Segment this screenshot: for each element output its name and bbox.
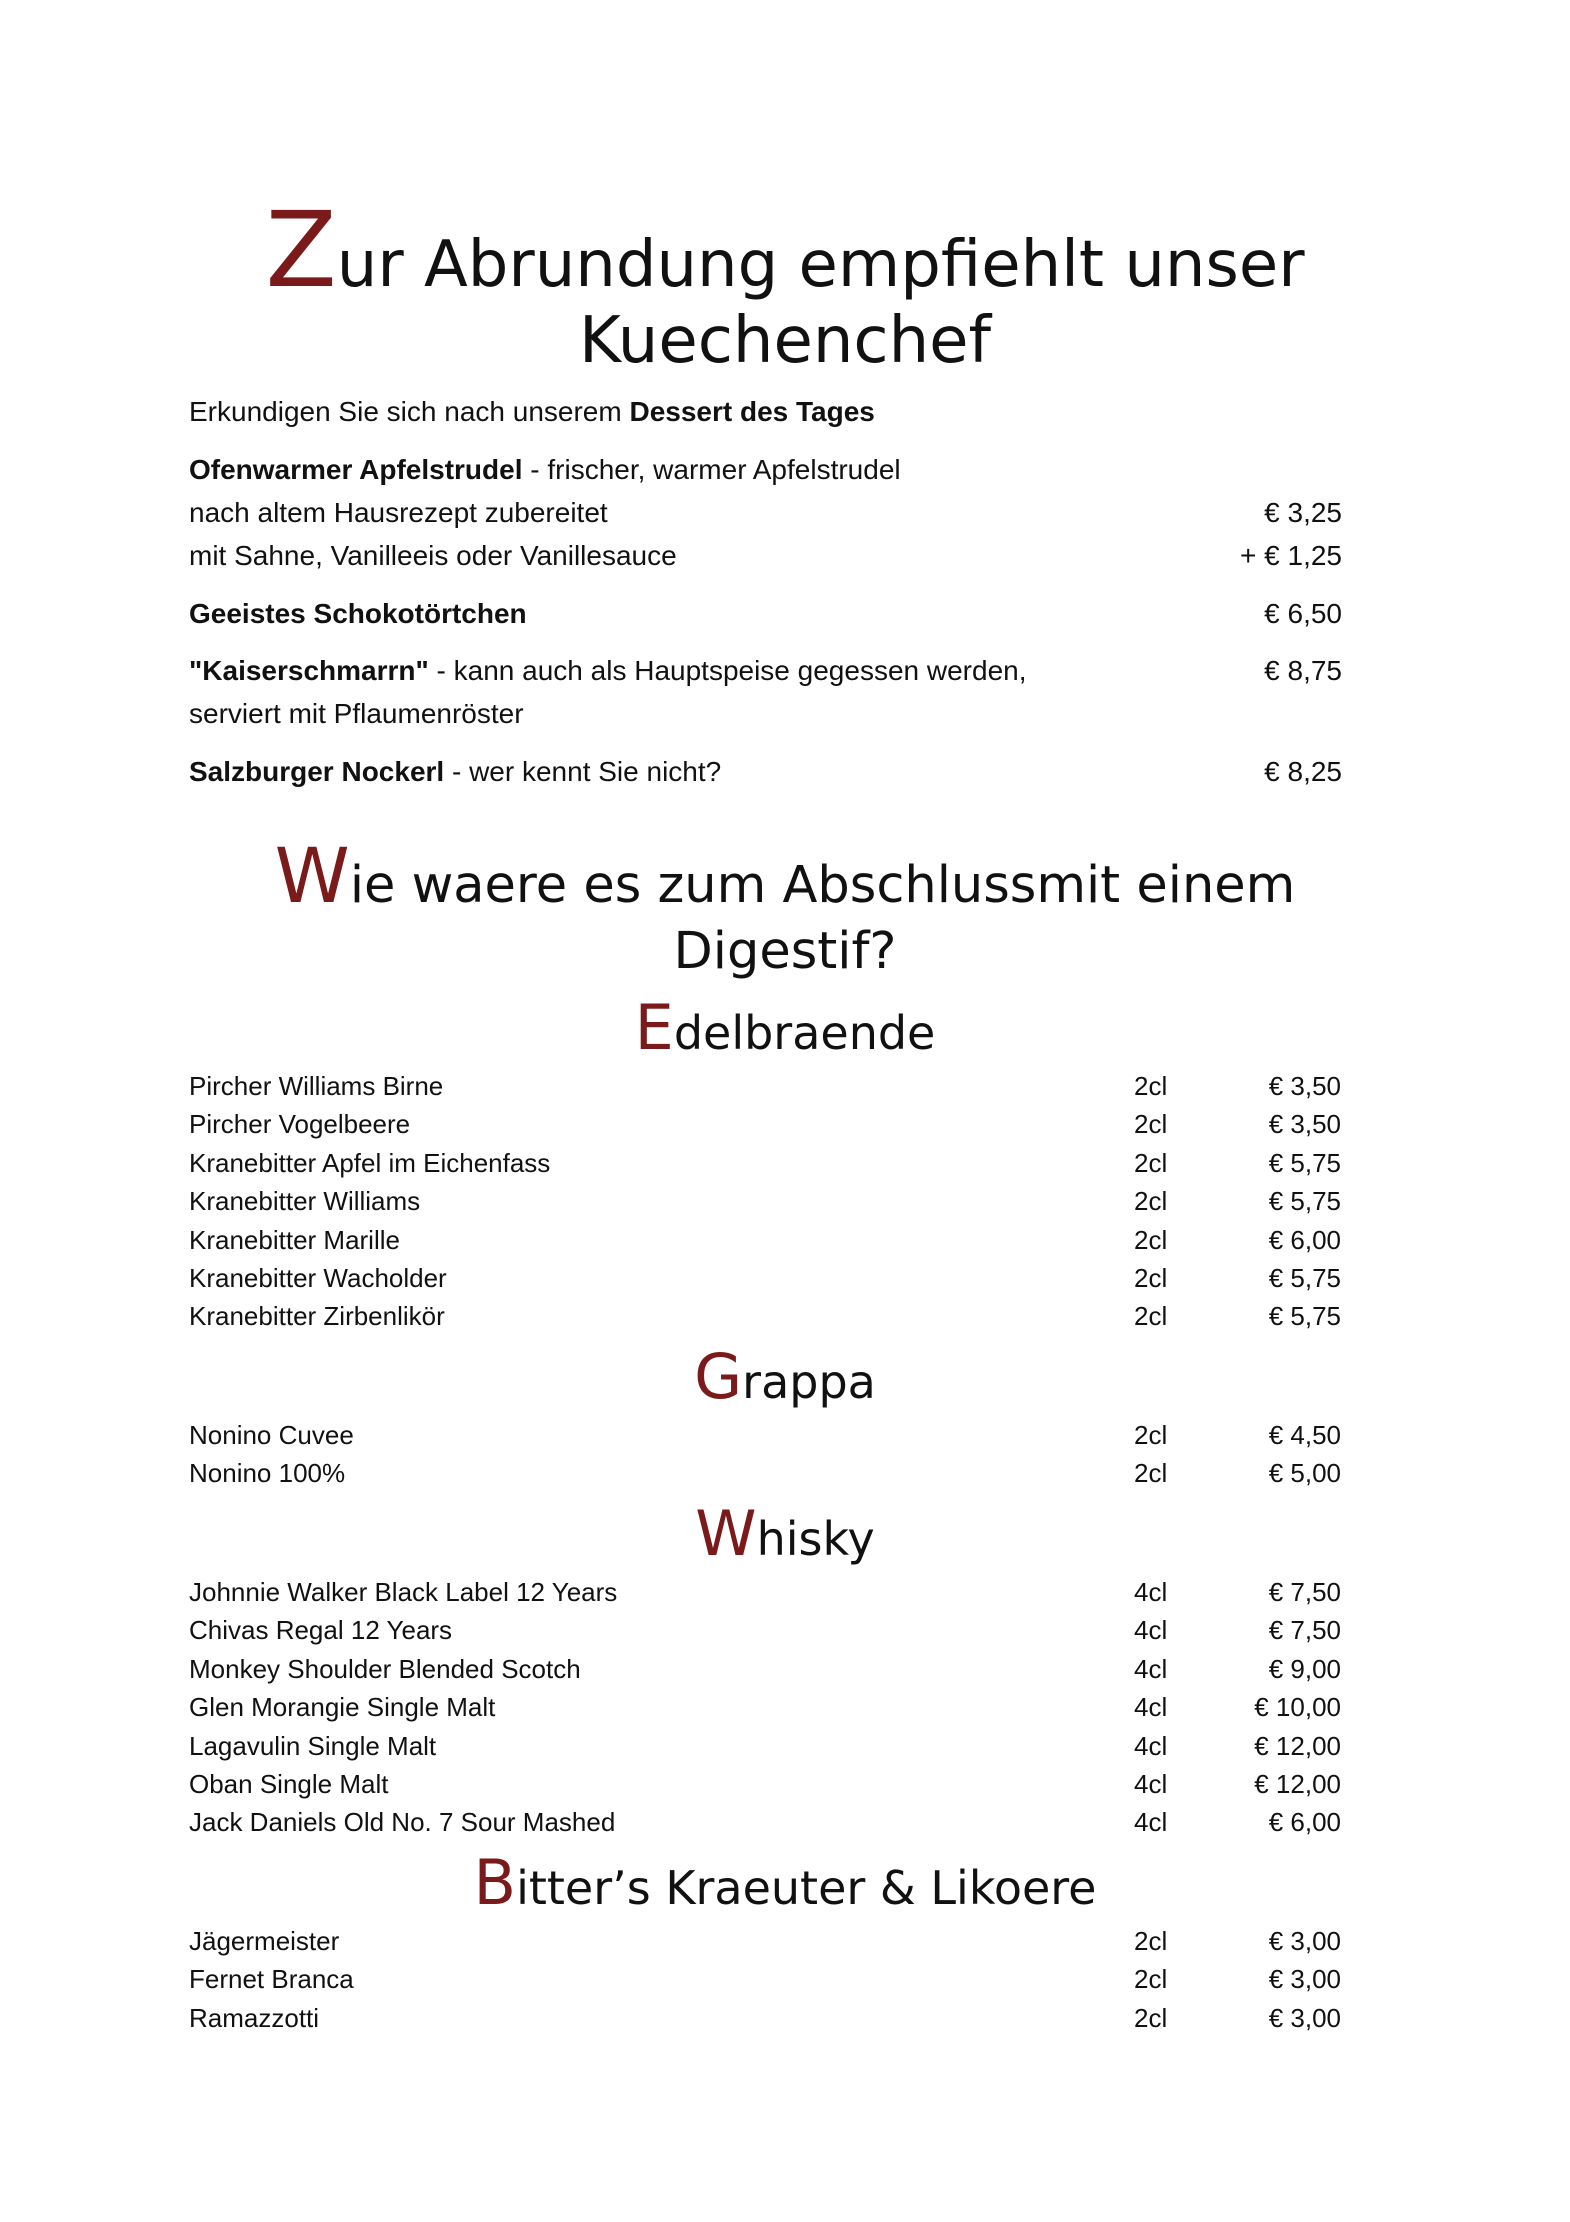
item-name: Pircher Williams Birne [189, 1071, 444, 1101]
item-size: 2cl [1134, 1301, 1168, 1332]
item-price: € 3,50 [1268, 1071, 1341, 1101]
list-item [189, 1420, 1341, 1456]
item-name: Glen Morangie Single Malt [189, 1692, 496, 1723]
intro-text [189, 396, 875, 428]
item-price: € 3,00 [1268, 1926, 1341, 1956]
list-item [189, 1109, 1341, 1145]
section-initial: B [473, 1846, 517, 1919]
item-name: Pircher Vogelbeere [189, 1109, 411, 1140]
dessert-schokotoertchen: Geeistes Schokotörtchen [189, 598, 527, 629]
list-item [189, 1807, 1341, 1843]
item-price: € 3,50 [1268, 1109, 1341, 1140]
item-size: 2cl [1134, 2002, 1168, 2033]
list-item [189, 1301, 1341, 1337]
item-size: 4cl [1134, 1730, 1168, 1761]
item-name: Monkey Shoulder Blended Scotch [189, 1653, 581, 1684]
item-name: Kranebitter Wacholder [189, 1263, 447, 1293]
item-name: Nonino Cuvee [189, 1420, 354, 1450]
item-name: Kranebitter Williams [189, 1186, 421, 1217]
item-name: Nonino 100% [189, 1458, 346, 1489]
item-price: € 3,00 [1268, 2002, 1341, 2033]
item-name: Johnnie Walker Black Label 12 Years [189, 1577, 618, 1607]
item-name: Kranebitter Marille [189, 1224, 400, 1255]
item-price: € 5,75 [1268, 1147, 1341, 1178]
intro-plain: Erkundigen Sie sich nach unserem [189, 396, 630, 427]
digestif-heading-line2: Digestif? [673, 922, 897, 981]
item-price: € 5,75 [1268, 1186, 1341, 1217]
item-price: € 5,75 [1268, 1263, 1341, 1293]
item-size: 2cl [1134, 1926, 1168, 1956]
dessert-desc: - frischer, warmer Apfelstrudel [522, 454, 901, 485]
dessert-name: "Kaiserschmarrn" [189, 655, 429, 686]
item-price: € 5,00 [1268, 1458, 1341, 1489]
item-name: Jack Daniels Old No. 7 Sour Mashed [189, 1807, 616, 1838]
list-item [189, 1692, 1341, 1728]
list-item [189, 1225, 1341, 1261]
list-item [189, 1769, 1341, 1805]
list-item [189, 1458, 1341, 1494]
item-size: 2cl [1134, 1109, 1168, 1140]
item-price: € 5,75 [1268, 1301, 1341, 1332]
dessert-apfelstrudel-extra-price: + € 1,25 [1240, 540, 1342, 571]
section-text: itter’s Kraeuter & Likoere [516, 1861, 1097, 1915]
section-text: rappa [742, 1355, 876, 1409]
item-size: 4cl [1134, 1769, 1168, 1799]
section-initial: G [694, 1340, 743, 1413]
list-item [189, 1148, 1341, 1184]
item-price: € 3,00 [1268, 1964, 1341, 1995]
item-name: Jägermeister [189, 1926, 340, 1956]
title-text: ur Abrundung empfiehlt unser [336, 228, 1305, 302]
digestif-heading [0, 832, 1570, 920]
list-item [189, 1263, 1341, 1299]
item-size: 2cl [1134, 1263, 1168, 1293]
dessert-desc: - wer kennt Sie nicht? [444, 756, 722, 787]
list-item [189, 1654, 1341, 1690]
item-price: € 4,50 [1268, 1420, 1341, 1450]
dessert-apfelstrudel-price: € 3,25 [1264, 497, 1342, 528]
list-item [189, 1071, 1341, 1107]
section-heading-edelbraende [0, 991, 1570, 1064]
item-size: 2cl [1134, 1224, 1168, 1255]
item-price: € 6,00 [1268, 1807, 1341, 1838]
page-title-line2: Kuechenchef [578, 304, 992, 378]
section-initial: E [634, 991, 674, 1064]
item-name: Lagavulin Single Malt [189, 1730, 437, 1761]
list-item [189, 1964, 1341, 2000]
dessert-nockerl-price: € 8,25 [1264, 756, 1342, 787]
item-size: 2cl [1134, 1964, 1168, 1995]
list-item [189, 1186, 1341, 1222]
digestif-initial: W [274, 831, 350, 920]
intro-bold: Dessert des Tages [629, 396, 875, 427]
item-size: 4cl [1134, 1692, 1168, 1723]
dessert-apfelstrudel-line3: mit Sahne, Vanilleeis oder Vanillesauce [189, 540, 677, 571]
dessert-desc: - kann auch als Hauptspeise gegessen werden, [428, 655, 1027, 686]
section-heading-whisky [0, 1497, 1570, 1570]
section-heading-grappa [0, 1340, 1570, 1413]
item-size: 2cl [1134, 1147, 1168, 1178]
item-size: 2cl [1134, 1186, 1168, 1217]
dessert-kaiserschmarrn-price: € 8,75 [1264, 655, 1342, 686]
item-price: € 9,00 [1268, 1653, 1341, 1684]
item-price: € 7,50 [1268, 1577, 1341, 1607]
item-name: Kranebitter Apfel im Eichenfass [189, 1147, 551, 1178]
item-price: € 12,00 [1254, 1730, 1341, 1761]
section-initial: W [695, 1497, 757, 1570]
item-price: € 7,50 [1268, 1615, 1341, 1646]
item-size: 2cl [1134, 1420, 1168, 1450]
dessert-name: Salzburger Nockerl [189, 756, 445, 787]
dessert-kaiserschmarrn [189, 655, 1027, 687]
item-price: € 10,00 [1254, 1692, 1341, 1723]
item-size: 4cl [1134, 1615, 1168, 1646]
list-item [189, 1731, 1341, 1767]
section-text: delbraende [673, 1006, 936, 1060]
section-text: hisky [756, 1512, 875, 1566]
item-price: € 12,00 [1254, 1769, 1341, 1799]
item-name: Oban Single Malt [189, 1769, 389, 1799]
section-heading-bitters [0, 1846, 1570, 1919]
digestif-text: ie waere es zum Abschlussmit einem [349, 856, 1296, 915]
title-initial: Z [265, 189, 337, 311]
item-size: 4cl [1134, 1577, 1168, 1607]
item-name: Fernet Branca [189, 1964, 354, 1995]
item-name: Kranebitter Zirbenlikör [189, 1301, 445, 1332]
list-item [189, 1615, 1341, 1651]
list-item [189, 1926, 1341, 1962]
item-size: 4cl [1134, 1653, 1168, 1684]
item-size: 4cl [1134, 1807, 1168, 1838]
page-title [0, 189, 1570, 311]
dessert-apfelstrudel-line2: nach altem Hausrezept zubereitet [189, 497, 608, 528]
dessert-schokotoertchen-price: € 6,50 [1264, 598, 1342, 629]
list-item [189, 1577, 1341, 1613]
dessert-apfelstrudel [189, 454, 901, 486]
list-item [189, 2003, 1341, 2039]
item-name: Ramazzotti [189, 2002, 320, 2033]
item-name: Chivas Regal 12 Years [189, 1615, 453, 1646]
item-size: 2cl [1134, 1458, 1168, 1489]
dessert-nockerl [189, 756, 721, 788]
dessert-kaiserschmarrn-line2: serviert mit Pflaumenröster [189, 698, 524, 729]
dessert-name: Ofenwarmer Apfelstrudel [189, 454, 523, 485]
item-price: € 6,00 [1268, 1224, 1341, 1255]
item-size: 2cl [1134, 1071, 1168, 1101]
